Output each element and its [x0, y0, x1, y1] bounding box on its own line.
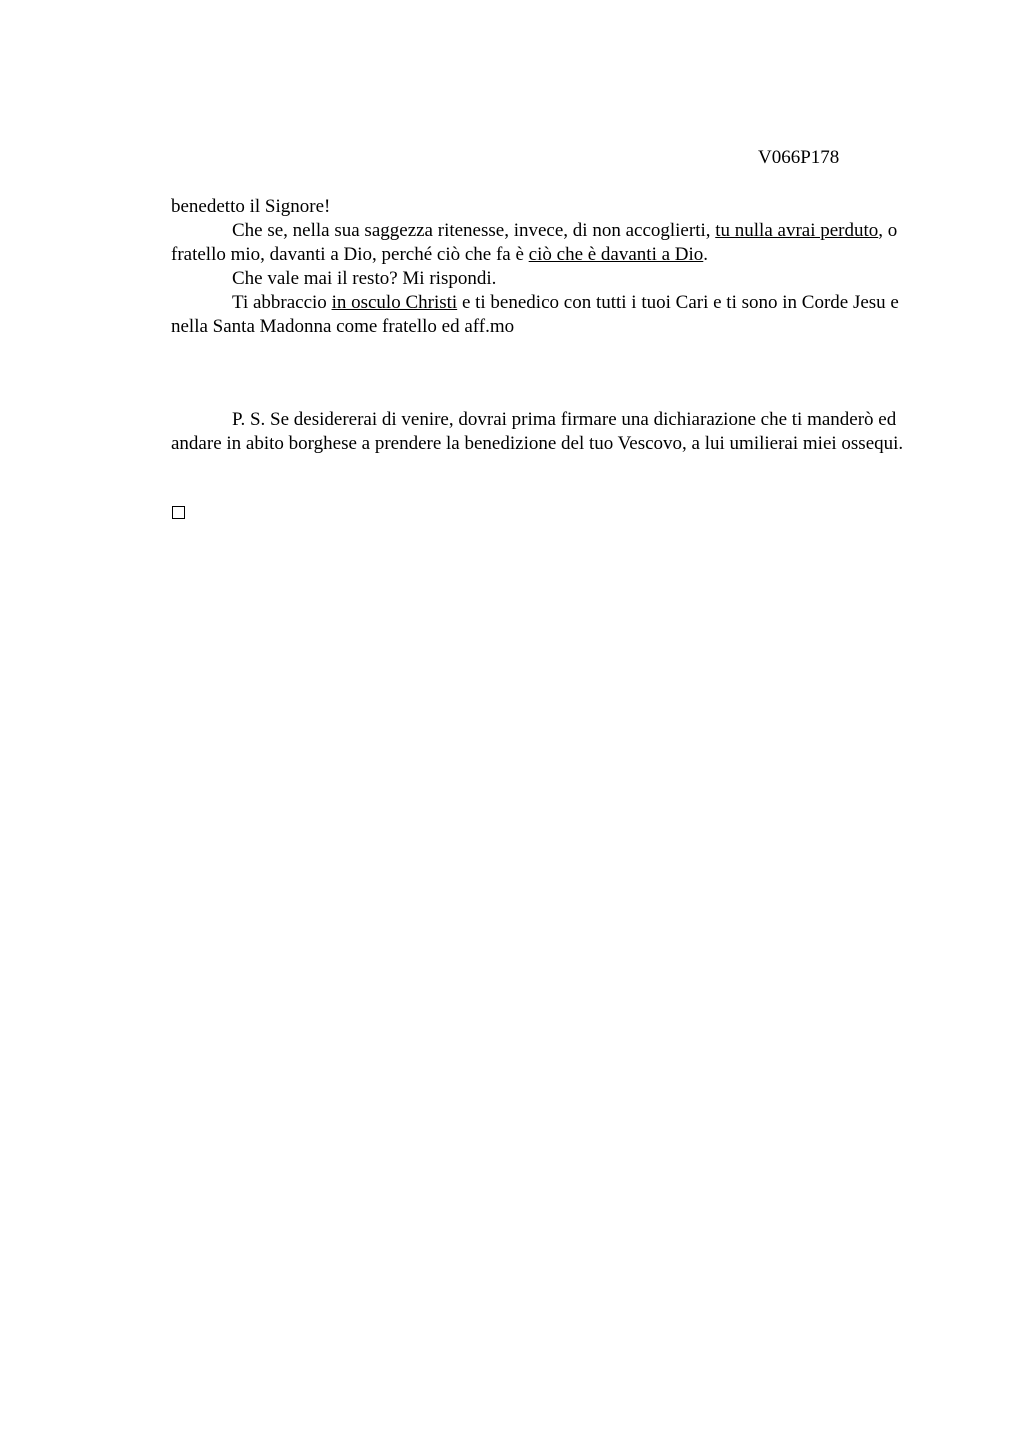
paragraph-4-text-a: Ti abbraccio	[232, 292, 332, 313]
paragraph-3: Che vale mai il resto? Mi rispondi.	[232, 268, 497, 289]
paragraph-2-text-a: Che se, nella sua saggezza ritenesse, invece, di non accoglierti,	[232, 220, 716, 241]
postscript-block	[171, 408, 911, 456]
underlined-phrase-2: ciò che è davanti a Dio	[528, 244, 704, 265]
paragraph-4-text-b: e ti benedico con tutti i tuoi Cari e ti sono in Corde Jesu e nella Santa Madonna come fratello ed aff.mo	[171, 292, 899, 337]
paragraph-2	[171, 219, 911, 267]
underlined-phrase-3: in osculo Christi	[331, 292, 458, 313]
paragraph-2-text-b: , o fratello mio, davanti a Dio, perché ciò che fa è	[171, 220, 898, 265]
empty-square-icon	[172, 506, 185, 519]
letter-body	[171, 195, 911, 339]
paragraph-1: benedetto il Signore!	[171, 196, 331, 217]
postscript: P. S. Se desidererai di venire, dovrai prima firmare una dichiarazione che ti manderò ed andare in abito borghese a prendere la benedizione del tuo Vescovo, a lui umilierai miei ossequi.	[171, 409, 904, 454]
paragraph-2-text-c: .	[703, 244, 709, 265]
underlined-phrase-1: tu nulla avrai perduto	[715, 220, 879, 241]
paragraph-4	[171, 291, 911, 339]
page-id: V066P178	[758, 147, 840, 168]
